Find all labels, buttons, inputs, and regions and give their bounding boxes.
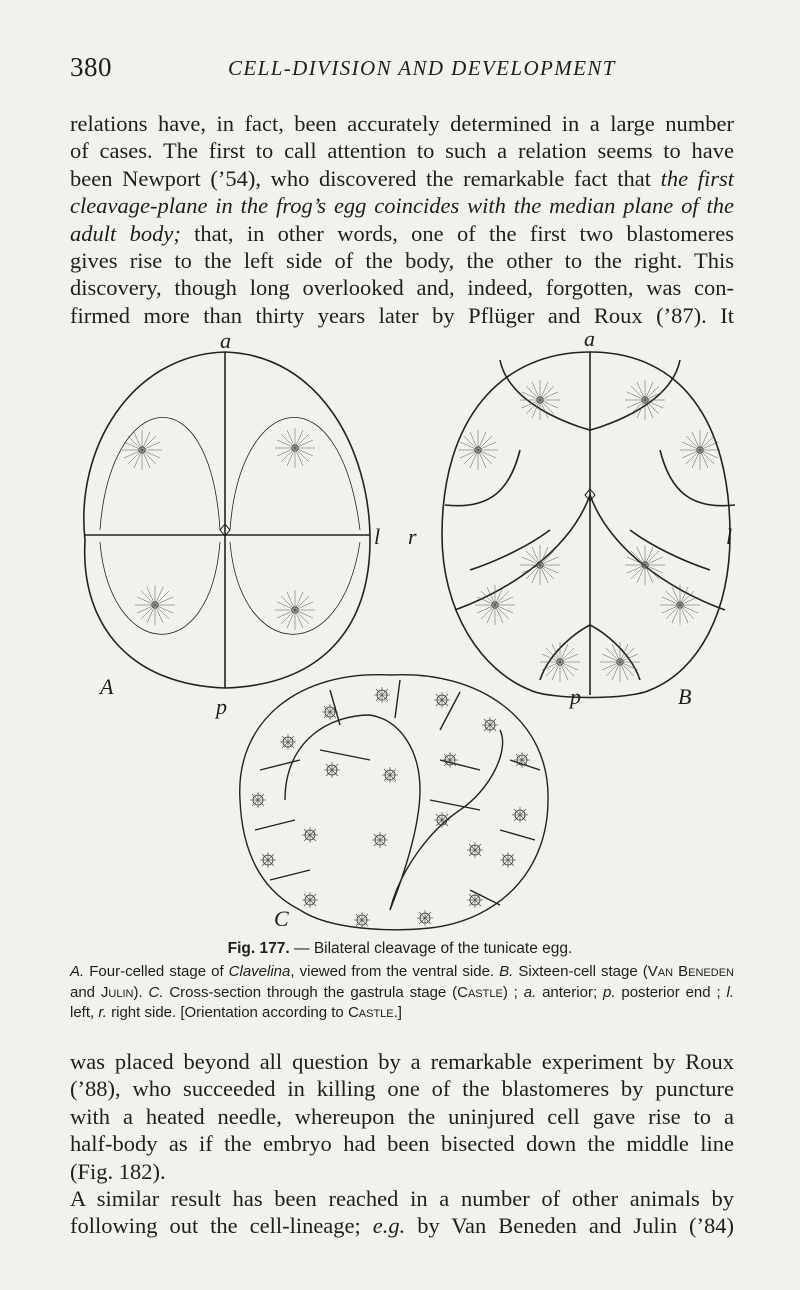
text-run: that, in other words, one of the first two blastomeres <box>180 220 734 246</box>
italic-phrase: adult body; <box>70 220 181 246</box>
text-line: firmed more than thirty years later by Pflüger and Roux (’87). It <box>70 302 734 328</box>
figure-caption <box>70 962 734 1024</box>
italic-phrase: e.g. <box>372 1213 406 1239</box>
caption-label: r. <box>98 1004 107 1021</box>
label-p-left: p <box>216 694 227 719</box>
caption-text: left, <box>70 1004 99 1021</box>
caption-label: a. <box>523 983 537 1001</box>
caption-text: anterior; <box>536 983 598 1001</box>
text-line: was placed beyond all question by a remarkable experiment by Roux <box>70 1049 734 1074</box>
text-line <box>70 192 734 219</box>
caption-label: p. <box>602 983 616 1001</box>
text-line: half-body as if the embryo had been bisected down the middle line <box>70 1131 734 1157</box>
caption-author: Van Beneden <box>647 963 734 980</box>
caption-label: l. <box>726 983 734 1001</box>
figure-title <box>0 940 800 958</box>
caption-label: B. <box>499 963 514 980</box>
figure-number-prefix: Fig. <box>227 940 256 957</box>
text-run: been Newport (’54), who discovered the remarkable fact that <box>70 165 661 191</box>
text-line <box>70 1212 734 1239</box>
text-line: of cases. The first to call attention to such a relation seems to have <box>70 138 734 164</box>
label-l-right: l <box>726 524 733 549</box>
italic-phrase: cleavage-plane in the frog’s egg coincides with the median plane of the <box>70 193 734 219</box>
caption-text: Four-celled stage of <box>84 963 229 980</box>
caption-text: .] <box>393 1004 402 1021</box>
text-line: A similar result has been reached in a number of other animals by <box>70 1186 734 1212</box>
caption-text: ) ; <box>502 983 524 1001</box>
text-line <box>70 165 734 192</box>
top-paragraph <box>70 110 734 329</box>
caption-label: C. <box>148 983 164 1001</box>
running-title: CELL-DIVISION AND DEVELOPMENT <box>228 56 616 80</box>
page-number: 380 <box>70 52 112 82</box>
label-r-right: r <box>408 524 417 549</box>
label-p-right: p <box>570 684 581 709</box>
text-run: following out the cell-lineage; <box>70 1213 373 1239</box>
text-line: relations have, in fact, been accurately determined in a large number <box>70 111 734 136</box>
text-line: discovery, though long overlooked and, indeed, forgotten, was con- <box>70 275 734 301</box>
caption-text: Cross-section through the gastrula stage ( <box>163 983 458 1001</box>
italic-phrase: the first <box>660 165 734 191</box>
caption-genus: Clavelina <box>228 963 291 980</box>
text-line: (Fig. 182). <box>70 1158 166 1184</box>
diagram-b <box>442 352 735 698</box>
text-line: with a heated needle, whereupon the uninjured cell gave rise to a <box>70 1103 734 1129</box>
bottom-paragraph <box>70 1048 734 1240</box>
caption-text: right side. [Orientation according to <box>106 1004 348 1021</box>
diagram-c <box>240 675 548 930</box>
caption-text: ). <box>133 983 149 1001</box>
caption-text: , viewed from the ventral side. <box>290 963 500 980</box>
figure-title-text: — Bilateral cleavage of the tunicate egg. <box>294 940 573 957</box>
caption-text: Sixteen-cell stage ( <box>513 963 648 980</box>
figure-drawing <box>70 330 735 940</box>
caption-label: A. <box>70 963 85 980</box>
caption-author: Castle <box>457 983 503 1001</box>
text-line: (’88), who succeeded in killing one of the blastomeres by puncture <box>70 1076 734 1102</box>
diagram-a <box>84 352 370 688</box>
text-run: by Van Beneden and Julin (’84) <box>405 1213 735 1239</box>
caption-text: posterior end ; <box>615 983 727 1001</box>
label-l-left: l <box>374 524 381 549</box>
caption-author: Julin <box>100 983 134 1001</box>
label-a-anterior-right: a <box>584 330 595 351</box>
label-C: C <box>274 906 289 931</box>
figure-177 <box>70 330 735 940</box>
caption-author: Castle <box>347 1004 394 1021</box>
figure-number: 177. <box>259 940 290 957</box>
label-B: B <box>678 684 692 709</box>
caption-text: and <box>70 983 101 1001</box>
running-head <box>70 52 740 88</box>
label-a-anterior-left: a <box>220 330 231 353</box>
label-A: A <box>100 674 114 699</box>
text-line: gives rise to the left side of the body, the other to the right. This <box>70 248 734 274</box>
text-line <box>70 220 734 247</box>
